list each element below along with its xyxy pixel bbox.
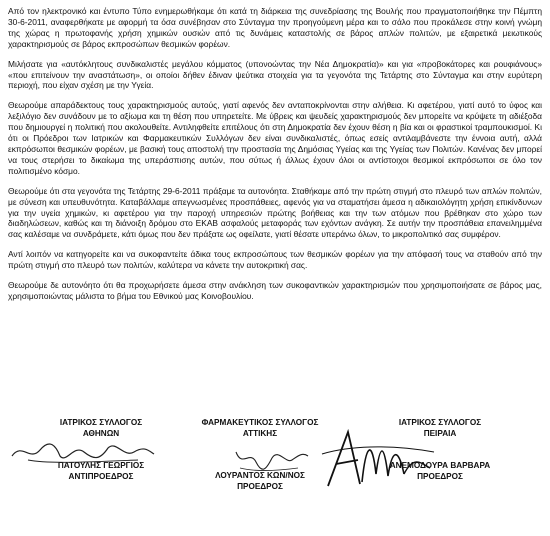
signatory-name: ΑΝΕΜΟΔΟΥΡΑ ΒΑΡΒΑΡΑ	[389, 461, 491, 470]
signatory-role: ΑΝΤΙΠΡΟΕΔΡΟΣ	[68, 471, 134, 481]
signatory-attica	[175, 418, 345, 492]
signatory-athens	[26, 418, 176, 482]
signatory-role: ΠΡΟΕΔΡΟΣ	[237, 481, 283, 491]
signatory-name: ΠΑΤΟΥΛΗΣ ΓΕΩΡΓΙΟΣ	[57, 461, 145, 470]
signatory-org: ΙΑΤΡΙΚΟΣ ΣΥΛΛΟΓΟΣ	[398, 418, 482, 427]
signatory-piraeus	[355, 418, 525, 482]
signatory-city: ΠΕΙΡΑΙΑ	[423, 428, 457, 438]
signatory-org: ΦΑΡΜΑΚΕΥΤΙΚΟΣ ΣΥΛΛΟΓΟΣ	[201, 418, 319, 427]
paragraph-1: Από τον ηλεκτρονικό και έντυπο Τύπο ενημερωθήκαμε ότι κατά τη διάρκεια της συνεδρίασης της Βουλής που πραγματοποιήθηκε την Πέμπτη 30-6-2011, αναφερθήκατε με αφορμή τα όσα συνέβησαν στο Σύνταγμα την προηγούμενη μέρα και το σάλο που προκάλεσε στην κοινή γνώμη της χώρας η πρωτοφανής χρήση χημικών ουσιών από τις δυνάμεις καταστολής σε βάρος απλών πολιτών, με εξαιρετικά μειωτικούς χαρακτηρισμούς σε βάρος εκπροσώπων θεσμικών φορέων.	[8, 6, 542, 49]
paragraph-2: Μιλήσατε για «αυτόκλητους συνδικαλιστές μεγάλου κόμματος (υπονοώντας την Νέα Δημοκρατία)» και για «προβοκάτορες και ρουφιάνους» «που επιτείνουν την αναστάτωση», οι οποίοι δήθεν έδιναν ψεύτικα στοιχεία για τα γεγονότα της Τετάρτης στο Σύνταγμα και στην ευρύτερη περιοχή, που είχαν σχέση με την Υγεία.	[8, 58, 542, 91]
signatory-role: ΠΡΟΕΔΡΟΣ	[417, 471, 463, 481]
signatures-block	[0, 418, 550, 536]
paragraph-6: Θεωρούμε δε αυτονόητο ότι θα προχωρήσετε άμεσα στην ανάκληση των συκοφαντικών χαρακτηρισμών που χρησιμοποιήσατε σε βάρος μας, χρησιμοποιώντας μάλιστα το βήμα του Εθνικού μας Κοινοβουλίου.	[8, 280, 542, 301]
paragraph-3: Θεωρούμε απαράδεκτους τους χαρακτηρισμούς αυτούς, γιατί αφενός δεν ανταποκρίνονται στην αλήθεια. Κι αφετέρου, γιατί αυτό το ύφος και λεξιλόγιο δεν συνάδουν με το αξίωμα και τη θέση που υπηρετείτε. Με ύβρεις και ψευδείς χαρακτηρισμούς δεν μπορείτε να κρύψετε τη αδιέξοδα που δημιουργεί η πολιτική που ακολουθείτε. Αντιληφθείτε επιτέλους ότι στη Δημοκρατία δεν έχουν θέση η βία και οι φραστικοί τραμπουκισμοί. Κι ότι οι Πρόεδροι των Ιατρικών και Φαρμακευτικών Συλλόγων δεν είναι συνδικαλιστές, όπως εσείς αντιλαμβάνεστε την έννοια αυτή, αλλά εκπρόσωποι θεσμικών φορέων, με βασική τους αποστολή την προστασία της Δημόσιας Υγείας και της Υγείας των Πολιτών. Κανένας δεν μπορεί να τους στερήσει το δικαίωμα της υπεράσπισης αυτών, που σύτως ή άλλως έχουν όλοι οι αντίστοιχοι θεσμικοί εκπρόσωποι σε όλο τον πολιτισμένο κόσμο.	[8, 100, 542, 176]
signatory-city: ΑΘΗΝΩΝ	[82, 428, 120, 438]
signatory-name: ΛΟΥΡΑΝΤΟΣ ΚΩΝ/ΝΟΣ	[215, 471, 305, 480]
paragraph-5: Αντί λοιπόν να κατηγορείτε και να συκοφαντείτε άδικα τους εκπροσώπους των θεσμικών φορέων για την απόφασή τους να σταθούν από την πρώτη στιγμή στο πλευρό των πολιτών, καλύτερα να κάνετε την αυτοκριτική σας.	[8, 249, 542, 271]
signatory-org: ΙΑΤΡΙΚΟΣ ΣΥΛΛΟΓΟΣ	[59, 418, 143, 427]
paragraph-4: Θεωρούμε ότι στα γεγονότα της Τετάρτης 29-6-2011 πράξαμε τα αυτονόητα. Σταθήκαμε από την πρώτη στιγμή στο πλευρό των απλών πολιτών, με σύνεση και υπευθυνότητα. Καταβάλλαμε απεγνωσμένες προσπάθειες, αφενός για να σταματήσει άμεσα η αδικαιολόγητη χρήση επικίνδυνων για την υγεία χημικών, κι αφετέρου για την παροχή υπηρεσιών πρώτης βοήθειας και την των ατόμων που βρέθηκαν στο χώρο των διαδηλώσεων, καθώς και τη διάνοιξη δρόμου στο ΕΚΑΒ ασφαλούς μεταφοράς των εχόντων ανάγκη. Σε αυτήν την προσπάθεια επανειλημμένα σας καλέσαμε να συνδράμετε, κάτι όμως που δεν πράξατε ως οφείλατε, γιατί θέσατε υπεράνω όλων, το μικροπολιτικό σας συμφέρον.	[8, 185, 542, 240]
signatory-city: ΑΤΤΙΚΗΣ	[242, 428, 278, 438]
